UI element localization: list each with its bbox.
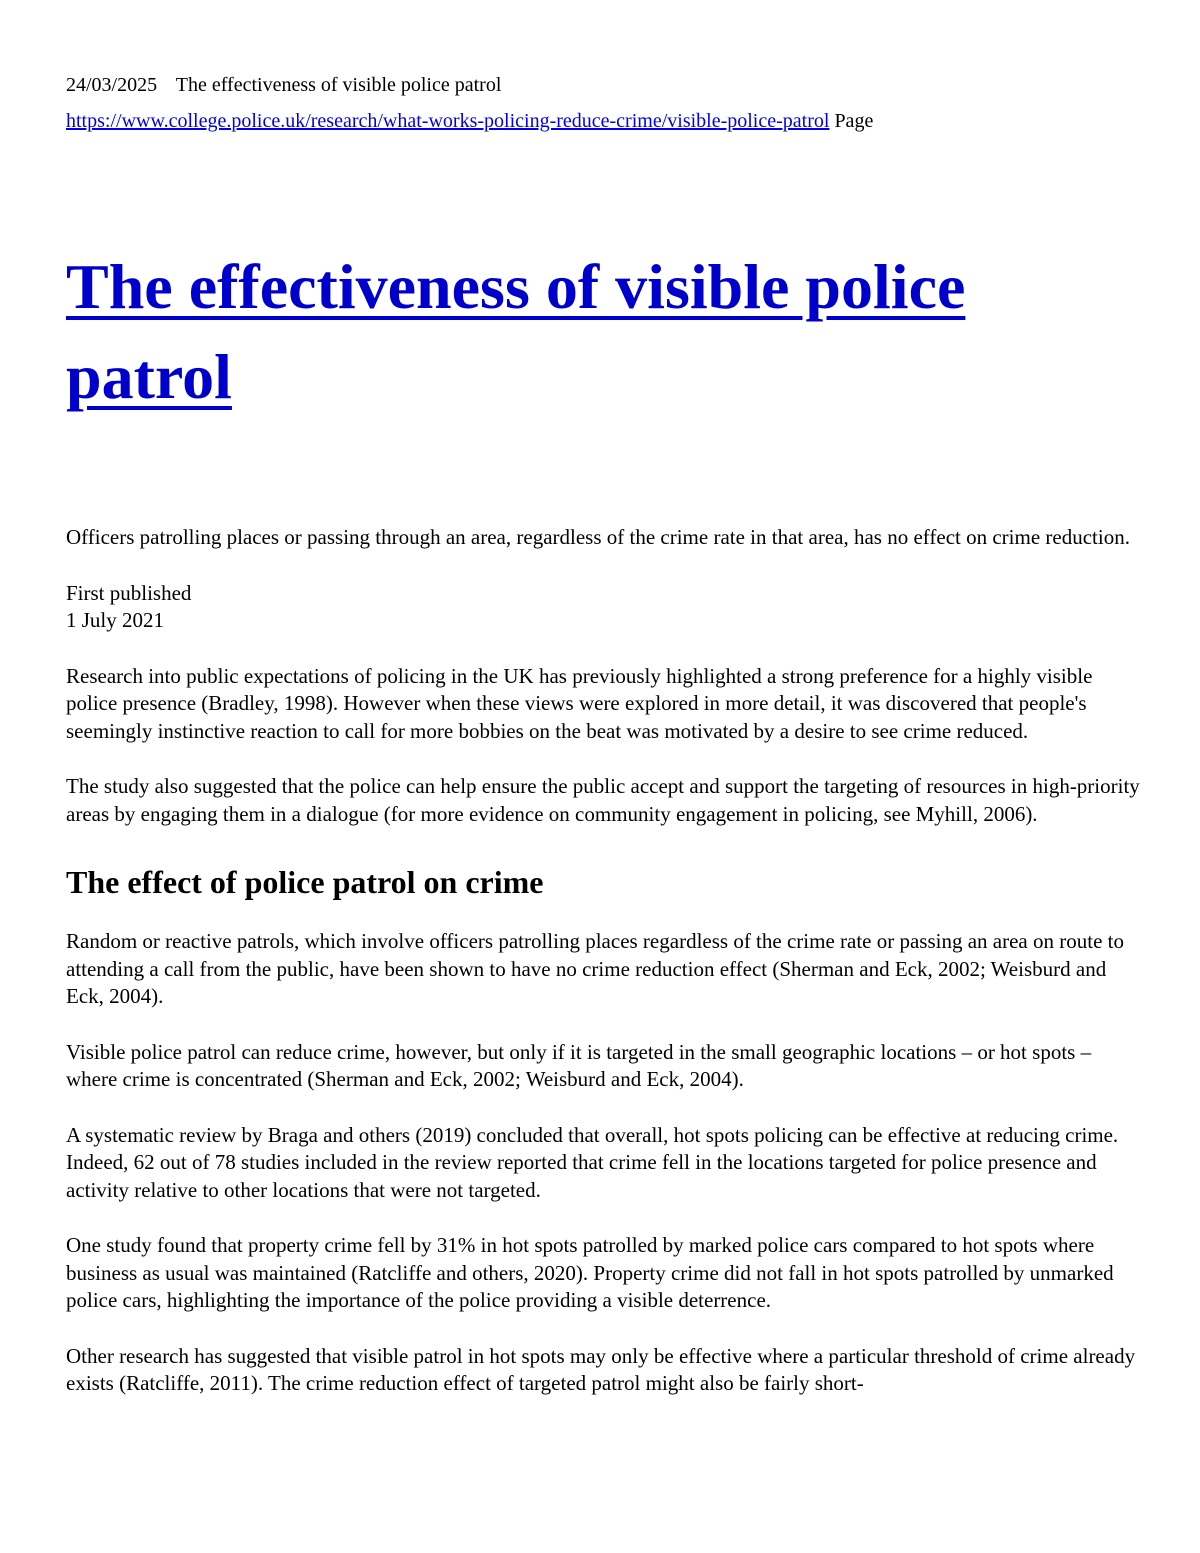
source-url-link[interactable]: https://www.college.police.uk/research/what-works-policing-reduce-crime/visible-police-patrol (66, 110, 830, 132)
print-doc-title: The effectiveness of visible police patrol (175, 74, 502, 96)
section-paragraph: Other research has suggested that visible patrol in hot spots may only be effective where a particular threshold of crime already exists (Ratcliffe, 2011). The crime reduction effect of targeted patrol might also be fairly short- (66, 1343, 1136, 1395)
section-paragraph: Random or reactive patrols, which involve officers patrolling places regardless of the crime rate or passing an area on route to attending a call from the public, have been shown to have no crime reduction effect (Sherman and Eck, 2002; Weisburd and Eck, 2004). (66, 929, 1124, 1008)
document-page (66, 72, 1146, 1398)
section-paragraph: A systematic review by Braga and others (2019) concluded that overall, hot spots policing can be effective at reducing crime. Indeed, 62 out of 78 studies included in the review reported that crime fell in the locations targeted for police presence and activity relative to other locations that were not targeted. (66, 1122, 1119, 1202)
published-date: 1 July 2021 (66, 608, 165, 632)
intro-paragraph: The study also suggested that the police can help ensure the public accept and support the targeting of resources in high-priority areas by engaging them in a dialogue (for more evidence on community engagement in policing, see Myhill, 2006). (66, 774, 1140, 826)
page-label: Page (834, 110, 874, 132)
section-heading: The effect of police patrol on crime (66, 864, 544, 900)
page-title (66, 242, 1146, 422)
section-paragraph: One study found that property crime fell by 31% in hot spots patrolled by marked police cars compared to hot spots where business as usual was maintained (Ratcliffe and others, 2020). Property crime did not fall in hot spots patrolled by unmarked police cars, highlighting the importance of the police providing a visible deterrence. (66, 1233, 1114, 1312)
print-date: 24/03/2025 (66, 74, 158, 96)
lead-paragraph: Officers patrolling places or passing through an area, regardless of the crime rate in that area, has no effect on crime reduction. (66, 525, 1130, 549)
section-paragraph: Visible police patrol can reduce crime, however, but only if it is targeted in the small geographic locations – or hot spots – where crime is concentrated (Sherman and Eck, 2002; Weisburd and Eck, 2004). (66, 1039, 1092, 1091)
print-header (66, 72, 1146, 98)
published-label: First published (66, 580, 192, 605)
page-title-link[interactable]: The effectiveness of visible police patrol (66, 251, 966, 412)
print-url-line (66, 108, 1146, 134)
intro-paragraph: Research into public expectations of policing in the UK has previously highlighted a strong preference for a highly visible police presence (Bradley, 1998). However when these views were explored in more detail, it was discovered that people's seemingly instinctive reaction to call for more bobbies on the beat was motivated by a desire to see crime reduced. (66, 663, 1093, 743)
published-info (66, 580, 1146, 635)
